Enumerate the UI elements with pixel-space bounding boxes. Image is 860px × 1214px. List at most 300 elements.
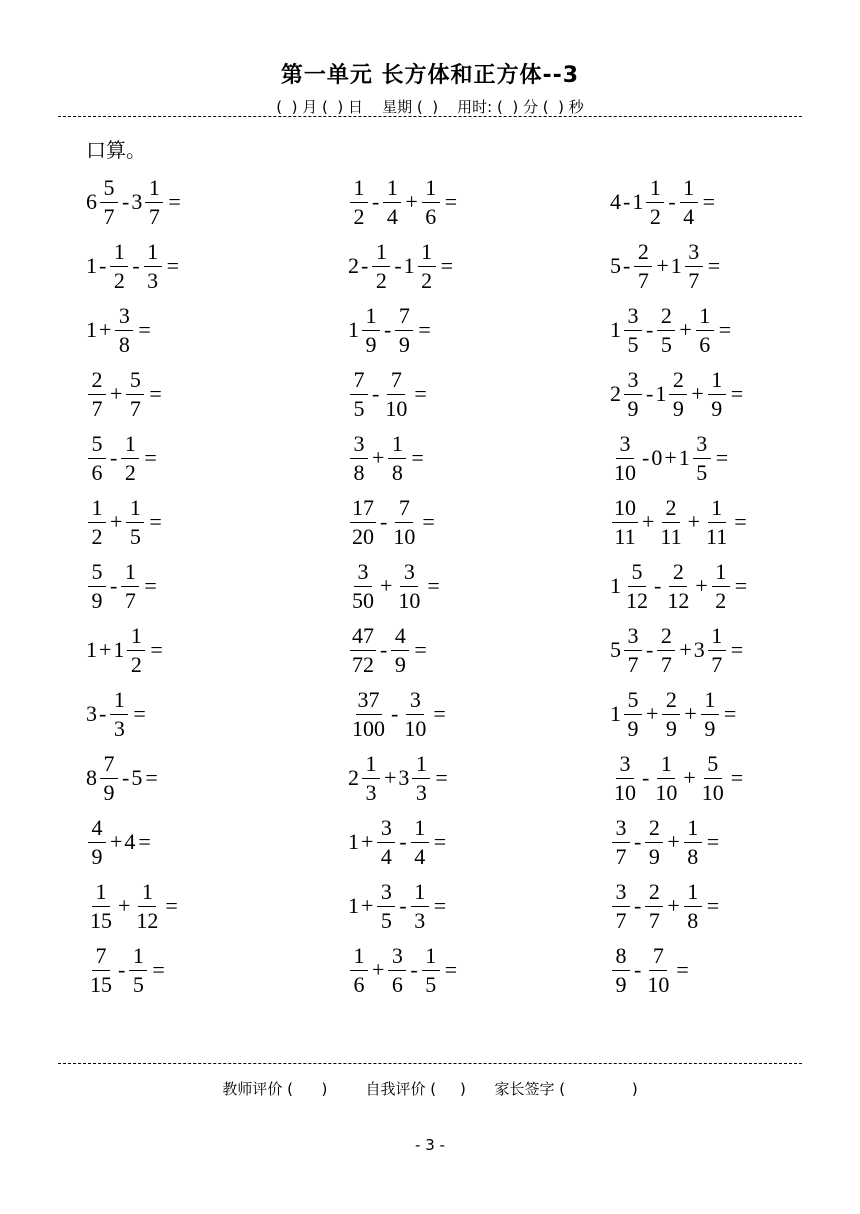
problem-row [348, 938, 457, 1002]
numerator: 1 [121, 433, 139, 459]
fraction [126, 494, 144, 549]
denominator: 10 [647, 971, 670, 997]
denominator: 5 [660, 331, 672, 357]
fraction [88, 942, 114, 997]
numerator: 5 [704, 753, 722, 779]
numerator: 5 [126, 369, 144, 395]
operator: - [399, 829, 407, 854]
equals-sign: = [734, 573, 748, 598]
equals-sign: = [411, 445, 424, 470]
fraction [645, 814, 663, 869]
operator: - [122, 189, 130, 214]
denominator: 9 [91, 843, 103, 869]
fraction [383, 366, 409, 421]
fraction [372, 238, 390, 293]
problem-row [610, 426, 728, 490]
denominator: 8 [687, 843, 699, 869]
denominator: 2 [649, 203, 661, 229]
equals-sign: = [414, 637, 427, 662]
numerator: 1 [121, 561, 139, 587]
operator: - [118, 957, 126, 982]
numerator: 1 [712, 561, 730, 587]
whole-number: 1 [632, 189, 644, 214]
denominator: 10 [385, 395, 408, 421]
problem-row [610, 874, 719, 938]
fraction [624, 302, 642, 357]
fraction [350, 430, 368, 485]
denominator: 9 [398, 331, 410, 357]
denominator: 9 [704, 715, 716, 741]
operator: - [380, 637, 388, 662]
operator: - [394, 253, 402, 278]
operator: - [634, 829, 642, 854]
integer: 3 [86, 701, 97, 726]
equals-sign: = [418, 317, 431, 342]
fraction [657, 302, 675, 357]
operator: + [110, 509, 123, 534]
whole-number: 1 [113, 637, 125, 662]
fraction [396, 558, 422, 613]
fraction [402, 686, 428, 741]
numerator: 1 [684, 881, 702, 907]
operator: - [99, 701, 107, 726]
numerator: 1 [372, 241, 390, 267]
fraction [350, 686, 387, 741]
numerator: 1 [684, 817, 702, 843]
operator: + [684, 701, 697, 726]
operator: + [99, 637, 112, 662]
operator: + [656, 253, 669, 278]
denominator: 8 [118, 331, 130, 357]
problem-row [86, 298, 151, 362]
integer: 5 [131, 765, 143, 790]
problem-row [348, 554, 440, 618]
fraction [100, 750, 118, 805]
fraction [362, 750, 380, 805]
numerator: 5 [624, 689, 642, 715]
problem-row [86, 682, 146, 746]
numerator: 1 [646, 177, 664, 203]
numerator: 3 [115, 305, 133, 331]
fraction [391, 494, 417, 549]
whole-number: 1 [348, 317, 359, 342]
problem-row [610, 490, 747, 554]
fraction [350, 366, 368, 421]
fraction [88, 558, 106, 613]
page-title: 第一单元 长方体和正方体--3 [280, 63, 580, 88]
evaluation-line: 教师评价 ( ) 自我评价 ( ) 家长签字 ( ) [222, 1080, 638, 1098]
denominator: 5 [696, 459, 708, 485]
fraction [383, 174, 401, 229]
numerator: 1 [350, 177, 368, 203]
numerator: 1 [350, 945, 368, 971]
equals-sign: = [133, 701, 146, 726]
fraction [145, 174, 163, 229]
equals-sign: = [433, 701, 446, 726]
equals-sign: = [422, 509, 435, 534]
fraction [377, 814, 395, 869]
operator: + [646, 701, 659, 726]
fraction [422, 174, 440, 229]
fraction [110, 238, 128, 293]
operator: + [642, 509, 655, 534]
problem-row [86, 874, 178, 938]
denominator: 2 [91, 523, 103, 549]
numerator: 1 [88, 497, 106, 523]
fraction [395, 302, 413, 357]
numerator: 3 [612, 881, 630, 907]
problem-row [610, 938, 689, 1002]
numerator: 1 [418, 241, 436, 267]
numerator: 3 [616, 753, 634, 779]
denominator: 7 [91, 395, 103, 421]
numerator: 1 [411, 881, 429, 907]
denominator: 9 [394, 651, 406, 677]
integer: 1 [348, 829, 359, 854]
equals-sign: = [149, 509, 162, 534]
denominator: 10 [701, 779, 724, 805]
integer: 1 [348, 893, 359, 918]
problem-row [86, 938, 165, 1002]
denominator: 6 [353, 971, 365, 997]
equals-sign: = [414, 381, 427, 406]
operator: + [683, 765, 696, 790]
operator: - [122, 765, 130, 790]
fraction [704, 494, 729, 549]
fraction [100, 174, 118, 229]
operator: - [110, 573, 118, 598]
fraction [624, 622, 642, 677]
numerator: 1 [110, 241, 128, 267]
denominator: 9 [91, 587, 103, 613]
problem-row [86, 362, 162, 426]
numerator: 3 [612, 817, 630, 843]
equals-sign: = [730, 765, 744, 790]
operator: + [110, 381, 123, 406]
equals-sign: = [706, 829, 720, 854]
problem-row [86, 426, 157, 490]
integer: 4 [610, 189, 621, 214]
operator: - [399, 893, 407, 918]
fraction [645, 942, 671, 997]
equals-sign: = [702, 189, 716, 214]
denominator: 5 [627, 331, 639, 357]
fraction [377, 878, 395, 933]
fraction [121, 558, 139, 613]
numerator: 2 [645, 881, 663, 907]
whole-number: 1 [610, 573, 621, 598]
denominator: 12 [136, 907, 159, 933]
fraction [411, 878, 429, 933]
problem-row [348, 810, 446, 874]
fraction [612, 878, 630, 933]
denominator: 6 [391, 971, 403, 997]
denominator: 11 [660, 523, 682, 549]
numerator: 4 [391, 625, 409, 651]
fraction [658, 494, 683, 549]
numerator: 5 [88, 433, 106, 459]
problem-row [86, 234, 179, 298]
operator: - [634, 893, 642, 918]
numerator: 3 [388, 945, 406, 971]
fraction [684, 878, 702, 933]
problem-row [610, 618, 743, 682]
numerator: 2 [662, 689, 680, 715]
denominator: 4 [683, 203, 695, 229]
numerator: 3 [624, 305, 642, 331]
denominator: 5 [353, 395, 365, 421]
operator: + [118, 893, 131, 918]
fraction [127, 622, 145, 677]
denominator: 6 [425, 203, 437, 229]
problem-row [348, 298, 431, 362]
denominator: 4 [380, 843, 392, 869]
fraction [422, 942, 440, 997]
numerator: 1 [422, 177, 440, 203]
denominator: 7 [615, 907, 627, 933]
numerator: 7 [649, 945, 667, 971]
fraction [712, 558, 730, 613]
equals-sign: = [707, 253, 721, 278]
numerator: 7 [395, 497, 413, 523]
fraction [110, 686, 128, 741]
numerator: 1 [126, 497, 144, 523]
denominator: 5 [132, 971, 144, 997]
equals-sign: = [444, 189, 458, 214]
problem-row [86, 746, 158, 810]
operator: + [380, 573, 393, 598]
problem-row [348, 234, 453, 298]
numerator: 2 [657, 305, 675, 331]
numerator: 2 [657, 625, 675, 651]
operator: + [361, 829, 374, 854]
operator: - [384, 317, 392, 342]
operator: - [361, 253, 369, 278]
denominator: 8 [687, 907, 699, 933]
denominator: 10 [398, 587, 421, 613]
problem-row [86, 170, 181, 234]
operator: + [405, 189, 418, 214]
numerator: 3 [377, 817, 395, 843]
numerator: 3 [400, 561, 418, 587]
denominator: 10 [614, 459, 636, 485]
denominator: 9 [615, 971, 627, 997]
operator: - [623, 253, 631, 278]
numerator: 5 [100, 177, 118, 203]
numerator: 1 [362, 305, 380, 331]
denominator: 3 [414, 907, 426, 933]
whole-number: 3 [693, 637, 705, 662]
operator: - [654, 573, 662, 598]
fraction [700, 750, 726, 805]
denominator: 12 [667, 587, 690, 613]
numerator: 1 [708, 497, 726, 523]
denominator: 15 [90, 907, 112, 933]
equals-sign: = [168, 189, 181, 214]
whole-number: 3 [131, 189, 143, 214]
denominator: 9 [672, 395, 684, 421]
fraction [684, 814, 702, 869]
operator: - [646, 637, 654, 662]
fraction [646, 174, 664, 229]
problem-row [86, 554, 157, 618]
denominator: 10 [655, 779, 678, 805]
fraction [388, 430, 406, 485]
fraction [129, 942, 147, 997]
equals-sign: = [435, 765, 448, 790]
denominator: 5 [380, 907, 392, 933]
whole-number: 1 [678, 445, 690, 470]
fraction [350, 494, 376, 549]
fraction [388, 942, 406, 997]
fraction [612, 430, 638, 485]
whole-number: 1 [655, 381, 667, 406]
denominator: 9 [648, 843, 660, 869]
operator: + [372, 445, 385, 470]
problem-row [348, 874, 446, 938]
denominator: 9 [103, 779, 115, 805]
numerator: 3 [685, 241, 703, 267]
integer: 1 [86, 253, 97, 278]
fraction [88, 430, 106, 485]
denominator: 8 [353, 459, 365, 485]
equals-sign: = [144, 445, 157, 470]
denominator: 2 [421, 267, 433, 293]
numerator: 1 [129, 945, 147, 971]
operator: - [132, 253, 140, 278]
numerator: 1 [411, 817, 429, 843]
integer: 1 [86, 637, 97, 662]
numerator: 1 [127, 625, 145, 651]
equals-sign: = [152, 957, 165, 982]
problem-row [86, 810, 151, 874]
numerator: 2 [645, 817, 663, 843]
page-number: - 3 - [415, 1136, 445, 1154]
equals-sign: = [150, 637, 163, 662]
operator: - [410, 957, 418, 982]
numerator: 1 [388, 433, 406, 459]
whole-number: 1 [610, 317, 621, 342]
problem-row [348, 682, 446, 746]
numerator: 1 [708, 625, 726, 651]
numerator: 1 [680, 177, 698, 203]
fraction [391, 622, 409, 677]
denominator: 3 [415, 779, 427, 805]
section-label: 口算。 [86, 138, 146, 162]
denominator: 7 [615, 843, 627, 869]
whole-number: 6 [86, 189, 97, 214]
operator: - [99, 253, 107, 278]
fraction [662, 686, 680, 741]
fraction [350, 622, 376, 677]
operator: + [361, 893, 374, 918]
fraction [612, 750, 638, 805]
footer-divider [58, 1063, 802, 1064]
operator: + [384, 765, 397, 790]
denominator: 9 [365, 331, 377, 357]
denominator: 6 [699, 331, 711, 357]
fraction [624, 558, 650, 613]
fraction [418, 238, 436, 293]
denominator: 11 [614, 523, 636, 549]
equals-sign: = [427, 573, 440, 598]
denominator: 9 [665, 715, 677, 741]
numerator: 3 [377, 881, 395, 907]
equals-sign: = [145, 765, 158, 790]
operator: - [646, 317, 654, 342]
numerator: 1 [110, 689, 128, 715]
equals-sign: = [149, 381, 162, 406]
fraction [653, 750, 679, 805]
fraction [708, 622, 726, 677]
problem-row [348, 490, 435, 554]
operator: + [667, 893, 680, 918]
equals-sign: = [730, 381, 744, 406]
operator: + [687, 509, 701, 534]
equals-sign: = [433, 829, 447, 854]
numerator: 2 [669, 561, 687, 587]
operator: + [679, 317, 692, 342]
numerator: 7 [350, 369, 368, 395]
fraction [88, 878, 114, 933]
fraction [362, 302, 380, 357]
denominator: 7 [711, 651, 723, 677]
numerator: 7 [395, 305, 413, 331]
fraction [657, 622, 675, 677]
numerator: 5 [628, 561, 646, 587]
numerator: 3 [350, 433, 368, 459]
denominator: 3 [365, 779, 377, 805]
numerator: 5 [88, 561, 106, 587]
equals-sign: = [433, 893, 447, 918]
numerator: 17 [350, 497, 376, 523]
fraction [115, 302, 133, 357]
denominator: 10 [614, 779, 636, 805]
denominator: 9 [711, 395, 723, 421]
problem-row [348, 362, 427, 426]
equals-sign: = [730, 637, 744, 662]
fraction [144, 238, 162, 293]
problem-row [610, 810, 719, 874]
fraction [350, 942, 368, 997]
denominator: 50 [352, 587, 374, 613]
numerator: 1 [144, 241, 162, 267]
denominator: 6 [91, 459, 103, 485]
equals-sign: = [165, 893, 178, 918]
operator: + [695, 573, 708, 598]
numerator: 1 [362, 753, 380, 779]
numerator: 47 [350, 625, 376, 651]
whole-number: 2 [348, 765, 359, 790]
whole-number: 1 [403, 253, 415, 278]
denominator: 15 [90, 971, 112, 997]
equals-sign: = [676, 957, 689, 982]
denominator: 20 [352, 523, 374, 549]
denominator: 9 [627, 395, 639, 421]
fraction [696, 302, 714, 357]
denominator: 7 [688, 267, 700, 293]
denominator: 10 [393, 523, 416, 549]
fraction [665, 558, 691, 613]
operator: + [691, 381, 704, 406]
operator: - [642, 445, 650, 470]
numerator: 4 [88, 817, 106, 843]
operator: - [380, 509, 388, 534]
fraction [645, 878, 663, 933]
whole-number: 3 [398, 765, 410, 790]
problem-row [348, 426, 424, 490]
fraction [701, 686, 719, 741]
